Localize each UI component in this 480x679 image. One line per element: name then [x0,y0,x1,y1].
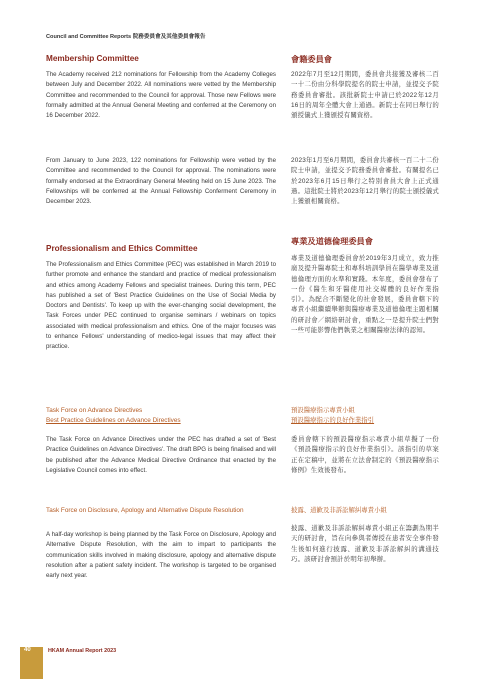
tf1-paragraph-en: The Task Force on Advance Directives under the PEC has drafted a set of 'Best Practice Guidelines on Advance Directives'. The draft BPG is being finalised and will be published after the Advance Medical Directive Ordinance that enacted by the Legislative Council comes into effect. [46,436,276,474]
pec-paragraph-zh: 專業及道德倫理委員會於2019年3月成立，致力推廣及提升醫專院士和專科培訓學員在醫學專業及道德倫理方面的水準和實踐。本年度，委員會發布了一份《醫生和牙醫使用社交媒體的良好作業指引》。為配合不斷變化的社會發展，委員會轄下的專責小組繼續舉辦與醫療專業及道德倫理主題相關的研討會／網絡研討會，重點之一是提升院士們對一些可能影響他們執業之相關醫療法律的認知。 [291,255,439,335]
pec-heading-zh: 專業及道德倫理委員會 [291,237,373,246]
tf2-title-en: Task Force on Disclosure, Apology and Alternative Dispute Resolution [46,507,244,514]
membership-p2-block-en [46,156,276,207]
pec-paragraph-en: The Professionalism and Ethics Committee (PEC) was established in March 2019 to further promote and enhance the standard and practice of medical professionalism and ethics among Academy Fellows and specialist trainees. During this term, PEC has published a set of 'Best Practice Guidelines on the Use of Social Media by Doctors and Dentists'. To keep up with the ever-changing social development, the Task Forces under PEC continued to organise seminars / webinars on topics associated with medical professionalism and ethics. One of the major focuses was to enhance Fellows' understanding of medico-legal issues that may affect their practice. [46,261,276,351]
tf2-paragraph-en: A half-day workshop is being planned by the Task Force on Disclosure, Apology and Alternative Dispute Resolution, with the aim to impart to participants the communication skills involved in making disclosure, apology and alternative dispute resolution after a patient safety incident. The workshop is targeted to be organised early next year. [46,531,276,580]
membership-p1-block-zh [291,70,439,121]
membership-paragraph-2-zh: 2023年1月至6月期間，委員會共審核一百二十二份院士申請，並提交予院務委員會審批。有關提名已於2023年6月15日舉行之特別會員大會上正式通過。這批院士將於2023年12月舉行的院士頒授儀式上獲頒相關資格。 [291,157,439,206]
pec-section-en [46,244,276,260]
page-number: 40 [24,647,31,653]
tf1-section-zh [291,406,439,427]
membership-paragraph-2-en: From January to June 2023, 122 nominations for Fellowship were vetted by the Committee and recommended to the Council for approval. The nominations were formally endorsed at the Extraordinary General Meeting held on 15 June 2023. The Fellowships will be conferred at the Annual Fellowship Conferment Ceremony in December 2023. [46,157,276,206]
tf1-p1-block-en [46,435,276,476]
pec-p1-block-en [46,260,276,353]
membership-heading-en: Membership Committee [46,54,139,63]
tf1-section-en [46,406,276,427]
pec-section-zh [291,236,439,254]
tf2-section-zh [291,506,439,516]
membership-paragraph-1-en: The Academy received 212 nominations for Fellowship from the Academy Colleges between July and December 2022. All nominations were vetted by the Membership Committee and recommended to the Council for approval. Those new Fellows were formally admitted at the Annual General Meeting and conferred at the Ceremony on 16 December 2022. [46,71,276,120]
tf1-subtitle-en: Best Practice Guidelines on Advance Directives [46,417,181,425]
tf1-p1-block-zh [291,435,439,476]
tf1-title-zh: 預設醫療指示專責小組 [291,407,355,414]
tf2-title-zh: 披露、道歉及非訴訟解糾專責小組 [291,507,387,514]
membership-p2-block-zh [291,156,439,207]
publication-title: HKAM Annual Report 2023 [48,648,117,654]
tf2-p1-block-zh [291,524,439,565]
running-header: Council and Committee Reports 院務委員會及其他委員會報告 [46,34,206,40]
membership-section-en [46,54,276,70]
tf1-subtitle-zh: 預設醫療指示的良好作業指引 [291,417,375,425]
tf2-paragraph-zh: 披露、道歉及非訴訟解糾專責小組正在籌劃為期半天的研討會，旨在向參與者傳授在患者安全事件發生後如何進行披露、道歉及非訴訟解糾的溝通技巧。該研討會預計於明年初舉辦。 [291,525,439,563]
pec-heading-en: Professionalism and Ethics Committee [46,244,198,253]
tf1-title-en: Task Force on Advance Directives [46,407,143,414]
tf1-paragraph-zh: 委員會轄下的預設醫療指示專責小組草擬了一份《預設醫療指示的良好作業指引》。該指引的草案正在定稿中，並將在立法會制定的《預設醫療指示條例》生效後發布。 [291,436,439,474]
membership-heading-zh: 會籍委員會 [291,55,332,64]
tf2-section-en [46,506,276,516]
pec-p1-block-zh [291,254,439,336]
membership-paragraph-1-zh: 2022年7月至12月期間，委員會共接獲及審核二百一十二份由分科學院提名的院士申請，並提交予院務委員會審批。該批新院士申請已於2022年12月16日的周年全體大會上通過。新院士在同日舉行的頒授儀式上獲頒授有關資格。 [291,71,439,120]
membership-p1-block-en [46,70,276,121]
tf2-p1-block-en [46,530,276,581]
